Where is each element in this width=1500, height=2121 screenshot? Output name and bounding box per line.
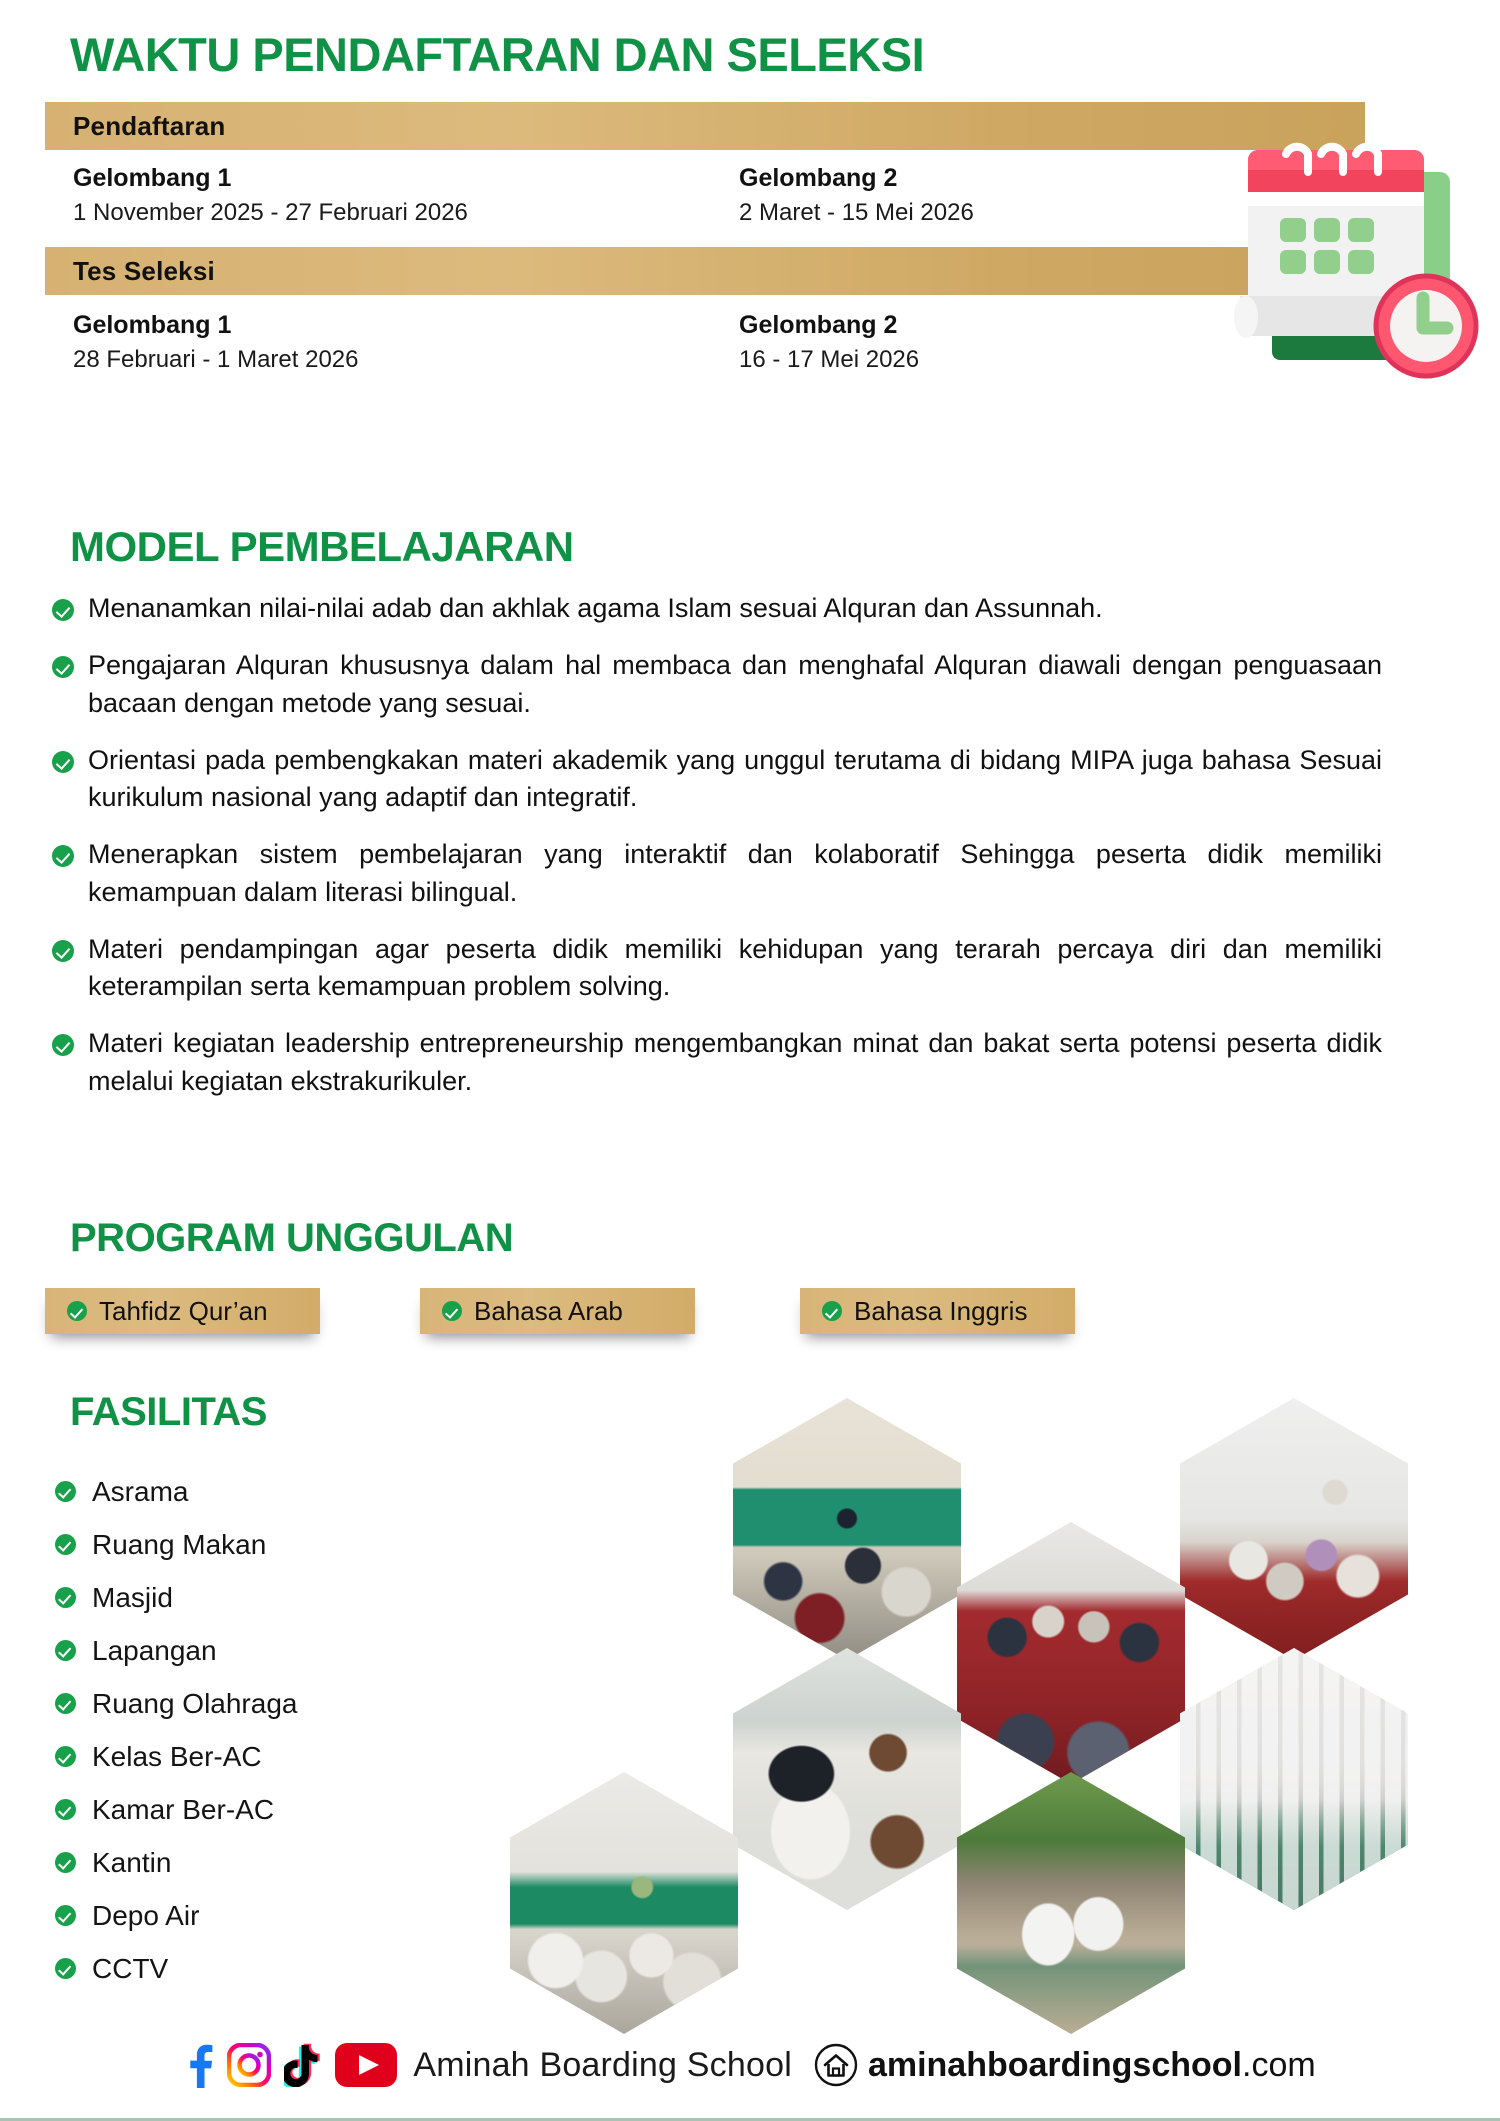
list-item	[55, 1677, 475, 1730]
list-item-label: Kamar Ber-AC	[92, 1793, 275, 1825]
selection-wave-1	[73, 311, 719, 374]
website-tld: .com	[1242, 2045, 1316, 2084]
list-item	[55, 1571, 475, 1624]
fasilitas-title: FASILITAS	[70, 1390, 267, 1434]
list-item	[55, 1889, 475, 1942]
program-badge-bahasa-arab	[420, 1288, 695, 1334]
school-name-label: Aminah Boarding School	[413, 2045, 792, 2084]
model-pembelajaran-list	[52, 590, 1382, 1120]
list-item-label: Kelas Ber-AC	[92, 1740, 262, 1772]
students-group-rows-photo	[1180, 1648, 1408, 1910]
check-circle-icon	[52, 751, 74, 773]
list-item-label: Depo Air	[92, 1899, 200, 1931]
classroom-teacher-photo	[510, 1772, 738, 2034]
registration-band-label: Pendaftaran	[73, 110, 226, 141]
registration-band	[45, 102, 1365, 150]
facebook-icon[interactable]	[184, 2042, 214, 2088]
check-circle-icon	[55, 1587, 76, 1608]
masjid-lecture-photo	[1180, 1398, 1408, 1660]
check-circle-icon	[55, 1640, 76, 1661]
list-item-label: Orientasi pada pembengkakan materi akademik yang unggul terutama di bidang MIPA juga bahasa Sesuai kurikulum nasional yang adaptif dan integratif.	[88, 744, 1382, 812]
list-item	[52, 1025, 1382, 1100]
selection-band-label: Tes Seleksi	[73, 255, 215, 286]
list-item	[55, 1465, 475, 1518]
youtube-icon[interactable]	[335, 2043, 397, 2087]
check-circle-icon	[52, 845, 74, 867]
list-item	[52, 647, 1382, 722]
classroom-projector-photo	[733, 1398, 961, 1660]
check-circle-icon	[822, 1301, 842, 1321]
list-item-label: Materi kegiatan leadership entrepreneurship mengembangkan minat dan bakat serta potensi peserta didik melalui kegiatan ekstrakurikuler.	[88, 1028, 1382, 1096]
check-circle-icon	[55, 1534, 76, 1555]
list-item	[52, 590, 1382, 627]
list-item-label: Asrama	[92, 1475, 189, 1507]
list-item	[52, 836, 1382, 911]
check-circle-icon	[67, 1301, 87, 1321]
list-item-label: Lapangan	[92, 1634, 217, 1666]
fasilitas-list	[55, 1465, 475, 1995]
list-item-label: Kantin	[92, 1846, 172, 1878]
list-item	[55, 1942, 475, 1995]
registration-rows	[45, 150, 1365, 247]
students-writing-photo	[733, 1648, 961, 1910]
tiktok-icon[interactable]	[284, 2043, 322, 2087]
list-item	[55, 1783, 475, 1836]
check-circle-icon	[55, 1958, 76, 1979]
photo-collage	[480, 1380, 1500, 2000]
program-badge-label: Bahasa Arab	[474, 1295, 623, 1326]
check-circle-icon	[52, 599, 74, 621]
footer	[0, 2030, 1500, 2100]
list-item-label: Masjid	[92, 1581, 173, 1613]
schedule-table	[45, 102, 1365, 384]
check-circle-icon	[52, 940, 74, 962]
list-item-label: Ruang Makan	[92, 1528, 267, 1560]
wave-dates: 28 Februari - 1 Maret 2026	[73, 346, 359, 373]
wave-dates: 1 November 2025 - 27 Februari 2026	[73, 199, 468, 226]
check-circle-icon	[55, 1799, 76, 1820]
list-item-label: Menerapkan sistem pembelajaran yang interaktif dan kolaboratif Sehingga peserta didik memiliki kemampuan dalam literasi bilingual.	[88, 839, 1382, 907]
list-item	[52, 742, 1382, 817]
home-icon	[814, 2043, 858, 2087]
program-badge-label: Bahasa Inggris	[854, 1295, 1028, 1326]
list-item	[55, 1518, 475, 1571]
list-item-label: Pengajaran Alquran khususnya dalam hal membaca dan menghafal Alquran diawali dengan penguasaan bacaan dengan metode yang sesuai.	[88, 650, 1382, 718]
selection-wave-2	[719, 311, 1365, 374]
list-item	[52, 931, 1382, 1006]
wave-label: Gelombang 2	[739, 311, 898, 339]
wave-dates: 16 - 17 Mei 2026	[739, 346, 920, 373]
wave-label: Gelombang 2	[739, 164, 898, 192]
selection-rows	[45, 295, 1365, 384]
check-circle-icon	[52, 1034, 74, 1056]
list-item	[55, 1730, 475, 1783]
check-circle-icon	[55, 1905, 76, 1926]
selection-band	[45, 247, 1365, 295]
quran-circle-carpet-photo	[957, 1522, 1185, 1784]
social-icon-row	[184, 2042, 397, 2088]
wave-label: Gelombang 1	[73, 311, 232, 339]
check-circle-icon	[442, 1301, 462, 1321]
wave-label: Gelombang 1	[73, 164, 232, 192]
check-circle-icon	[55, 1852, 76, 1873]
program-badge-tahfidz	[45, 1288, 320, 1334]
instagram-icon[interactable]	[227, 2043, 271, 2087]
check-circle-icon	[52, 656, 74, 678]
check-circle-icon	[55, 1693, 76, 1714]
model-pembelajaran-title: MODEL PEMBELAJARAN	[70, 523, 574, 570]
website-label[interactable]	[868, 2046, 1316, 2085]
page-title: WAKTU PENDAFTARAN DAN SELEKSI	[70, 28, 925, 81]
outdoor-activity-photo	[957, 1772, 1185, 2034]
program-badge-bahasa-inggris	[800, 1288, 1075, 1334]
list-item	[55, 1836, 475, 1889]
wave-dates: 2 Maret - 15 Mei 2026	[739, 199, 974, 226]
list-item-label: Materi pendampingan agar peserta didik memiliki kehidupan yang terarah percaya diri dan memiliki keterampilan serta kemampuan problem solving.	[88, 933, 1382, 1001]
check-circle-icon	[55, 1746, 76, 1767]
list-item	[55, 1624, 475, 1677]
program-unggulan-title: PROGRAM UNGGULAN	[70, 1216, 514, 1260]
registration-wave-2	[719, 164, 1365, 227]
check-circle-icon	[55, 1481, 76, 1502]
website-domain: aminahboardingschool	[867, 2045, 1242, 2084]
registration-wave-1	[73, 164, 719, 227]
list-item-label: Ruang Olahraga	[92, 1687, 298, 1719]
program-badge-label: Tahfidz Qur’an	[99, 1295, 268, 1326]
list-item-label: Menanamkan nilai-nilai adab dan akhlak agama Islam sesuai Alquran dan Assunnah.	[88, 593, 1103, 623]
list-item-label: CCTV	[92, 1952, 169, 1984]
